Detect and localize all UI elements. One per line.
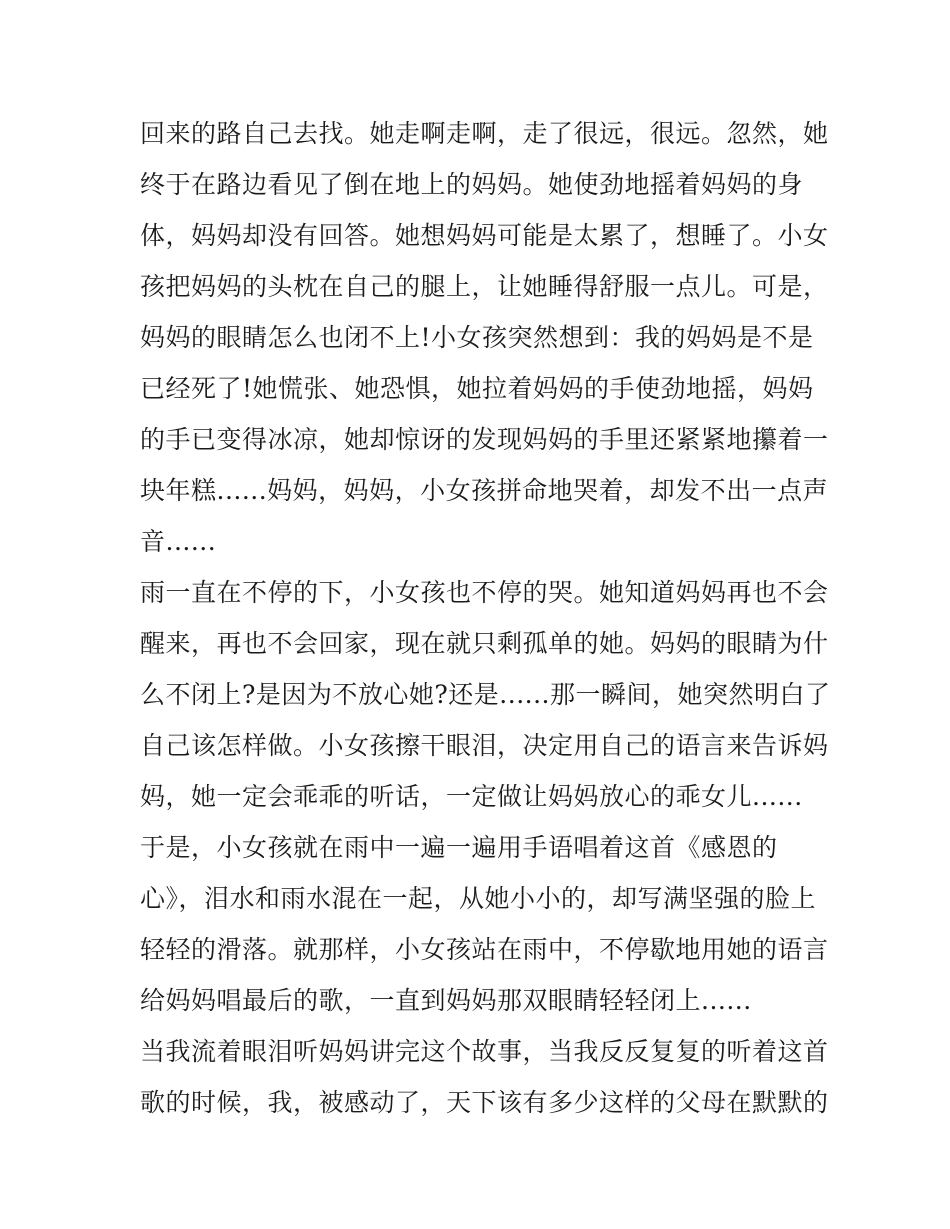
- text-line: 雨一直在不停的下，小女孩也不停的哭。她知道妈妈再也不会: [140, 578, 829, 607]
- text-line: 孩把妈妈的头枕在自己的腿上，让她睡得舒服一点儿。可是，: [140, 272, 829, 301]
- text-line: 歌的时候，我，被感动了，天下该有多少这样的父母在默默的: [140, 1088, 829, 1117]
- text-line: 体，妈妈却没有回答。她想妈妈可能是太累了，想睡了。小女: [140, 221, 829, 250]
- text-line: 已经死了!她慌张、她恐惧，她拉着妈妈的手使劲地摇，妈妈: [140, 374, 814, 403]
- text-line: 终于在路边看见了倒在地上的妈妈。她使劲地摇着妈妈的身: [140, 170, 804, 199]
- text-line: 轻轻的滑落。就那样，小女孩站在雨中，不停歇地用她的语言: [140, 935, 829, 964]
- text-line: 给妈妈唱最后的歌，一直到妈妈那双眼睛轻轻闭上......: [140, 986, 752, 1015]
- text-line: 的手已变得冰凉，她却惊讶的发现妈妈的手里还紧紧地攥着一: [140, 425, 829, 454]
- body-text: [140, 108, 831, 1128]
- text-line: 当我流着眼泪听妈妈讲完这个故事，当我反反复复的听着这首: [140, 1037, 829, 1066]
- text-line: 自己该怎样做。小女孩擦干眼泪，决定用自己的语言来告诉妈: [140, 731, 829, 760]
- text-line: 块年糕......妈妈，妈妈，小女孩拼命地哭着，却发不出一点声: [140, 476, 829, 505]
- text-line: 妈，她一定会乖乖的听话，一定做让妈妈放心的乖女儿......: [140, 782, 803, 811]
- text-line: 醒来，再也不会回家，现在就只剩孤单的她。妈妈的眼睛为什: [140, 629, 829, 658]
- text-line: 么不闭上?是因为不放心她?还是......那一瞬间，她突然明白了: [140, 680, 831, 709]
- text-line: 于是，小女孩就在雨中一遍一遍用手语唱着这首《感恩的: [140, 833, 778, 862]
- text-line: 音......: [140, 527, 217, 556]
- text-line: 心》，泪水和雨水混在一起，从她小小的，却写满坚强的脸上: [140, 884, 817, 913]
- text-line: 回来的路自己去找。她走啊走啊，走了很远，很远。忽然，她: [140, 119, 829, 148]
- text-line: 妈妈的眼睛怎么也闭不上!小女孩突然想到：我的妈妈是不是: [140, 323, 814, 352]
